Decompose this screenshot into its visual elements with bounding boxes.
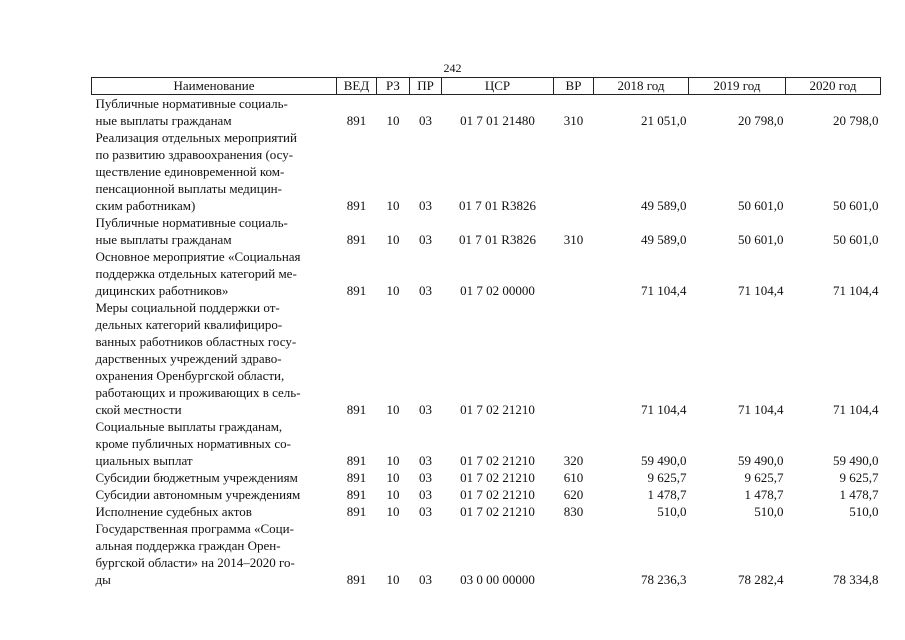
csr-cell: 01 7 02 21210 — [460, 487, 535, 502]
name-cell — [92, 248, 337, 299]
name-line: работающих и проживающих в сель- — [95, 385, 301, 400]
rz-cell: 10 — [386, 470, 400, 485]
name-line: Публичные нормативные социаль- — [95, 215, 288, 230]
name-line: по развитию здравоохранения (осу- — [95, 147, 294, 162]
vr-cell: 320 — [563, 453, 584, 468]
csr-cell: 01 7 02 21210 — [460, 470, 535, 485]
column-header-ved: ВЕД — [337, 78, 377, 95]
amount-2020-cell: 78 334,8 — [833, 572, 879, 587]
table-row — [92, 248, 881, 299]
column-header-vr: ВР — [554, 78, 594, 95]
pr-cell: 03 — [419, 198, 432, 213]
table-row — [92, 418, 881, 469]
vr-cell — [554, 248, 594, 299]
name-line: Субсидии бюджетным учреждениям — [95, 470, 298, 485]
name-line: альная поддержка граждан Орен- — [95, 538, 281, 553]
amount-2018-cell: 49 589,0 — [641, 232, 687, 247]
ved-cell: 891 — [346, 283, 367, 298]
amount-2019-cell: 50 601,0 — [738, 198, 784, 213]
budget-table — [91, 77, 881, 588]
name-cell — [92, 95, 337, 130]
name-line: дельных категорий квалифициро- — [95, 317, 283, 332]
amount-2020-cell: 1 478,7 — [839, 487, 879, 502]
vr-cell: 830 — [563, 504, 584, 519]
name-line: кроме публичных нормативных со- — [95, 436, 291, 451]
ved-cell: 891 — [346, 487, 367, 502]
vr-cell — [554, 520, 594, 588]
name-line: Исполнение судебных актов — [95, 504, 252, 519]
amount-2019-cell: 59 490,0 — [738, 453, 784, 468]
vr-cell: 310 — [563, 232, 584, 247]
amount-2019-cell: 20 798,0 — [738, 113, 784, 128]
amount-2019-cell: 71 104,4 — [738, 283, 784, 298]
ved-cell: 891 — [346, 198, 367, 213]
name-line: пенсационной выплаты медицин- — [95, 181, 282, 196]
amount-2020-cell: 50 601,0 — [833, 198, 879, 213]
rz-cell: 10 — [386, 283, 400, 298]
table-row — [92, 95, 881, 130]
name-cell — [92, 129, 337, 214]
amount-2020-cell: 9 625,7 — [839, 470, 879, 485]
rz-cell: 10 — [386, 198, 400, 213]
ved-cell: 891 — [346, 232, 367, 247]
pr-cell: 03 — [419, 232, 432, 247]
pr-cell: 03 — [419, 113, 432, 128]
pr-cell: 03 — [419, 283, 432, 298]
column-header-pr: ПР — [410, 78, 442, 95]
csr-cell: 01 7 01 R3826 — [459, 198, 536, 213]
rz-cell: 10 — [386, 113, 400, 128]
ved-cell: 891 — [346, 572, 367, 587]
pr-cell: 03 — [419, 504, 432, 519]
pr-cell: 03 — [419, 487, 432, 502]
amount-2020-cell: 59 490,0 — [833, 453, 879, 468]
amount-2020-cell: 71 104,4 — [833, 283, 879, 298]
name-line: Реализация отдельных мероприятий — [95, 130, 297, 145]
name-cell — [92, 520, 337, 588]
amount-2018-cell: 1 478,7 — [647, 487, 687, 502]
name-line: Меры социальной поддержки от- — [95, 300, 280, 315]
name-line: ные выплаты гражданам — [95, 232, 232, 247]
column-header-name: Наименование — [92, 78, 337, 95]
csr-cell: 01 7 02 21210 — [460, 504, 535, 519]
rz-cell: 10 — [386, 402, 400, 417]
name-line: ные выплаты гражданам — [95, 113, 232, 128]
vr-cell: 610 — [563, 470, 584, 485]
amount-2019-cell: 50 601,0 — [738, 232, 784, 247]
pr-cell: 03 — [419, 453, 432, 468]
name-line: ским работникам) — [95, 198, 196, 213]
amount-2018-cell: 9 625,7 — [647, 470, 687, 485]
table-row — [92, 520, 881, 588]
amount-2020-cell: 510,0 — [849, 504, 879, 519]
name-cell — [92, 469, 337, 486]
amount-2018-cell: 78 236,3 — [641, 572, 687, 587]
table-row — [92, 299, 881, 418]
name-line: ванных работников областных госу- — [95, 334, 297, 349]
name-line: охранения Оренбургской области, — [95, 368, 285, 383]
name-cell — [92, 418, 337, 469]
table-row — [92, 129, 881, 214]
name-line: Публичные нормативные социаль- — [95, 96, 288, 111]
csr-cell: 03 0 00 00000 — [460, 572, 535, 587]
name-cell — [92, 503, 337, 520]
amount-2018-cell: 510,0 — [657, 504, 687, 519]
table-row — [92, 214, 881, 248]
csr-cell: 01 7 02 00000 — [460, 283, 535, 298]
amount-2018-cell: 71 104,4 — [641, 283, 687, 298]
column-header-rz: РЗ — [377, 78, 410, 95]
vr-cell: 310 — [563, 113, 584, 128]
column-header-csr: ЦСР — [442, 78, 554, 95]
amount-2019-cell: 1 478,7 — [744, 487, 784, 502]
name-line: ды — [95, 572, 111, 587]
page-number: 242 — [443, 61, 462, 75]
vr-cell — [554, 299, 594, 418]
rz-cell: 10 — [386, 504, 400, 519]
name-line: Основное мероприятие «Социальная — [95, 249, 301, 264]
rz-cell: 10 — [386, 232, 400, 247]
csr-cell: 01 7 02 21210 — [460, 453, 535, 468]
amount-2018-cell: 21 051,0 — [641, 113, 687, 128]
ved-cell: 891 — [346, 453, 367, 468]
csr-cell: 01 7 02 21210 — [460, 402, 535, 417]
table-row — [92, 486, 881, 503]
amount-2020-cell: 71 104,4 — [833, 402, 879, 417]
name-line: циальных выплат — [95, 453, 193, 468]
amount-2019-cell: 9 625,7 — [744, 470, 784, 485]
amount-2020-cell: 20 798,0 — [833, 113, 879, 128]
table-row — [92, 469, 881, 486]
name-line: ской местности — [95, 402, 182, 417]
ved-cell: 891 — [346, 402, 367, 417]
amount-2018-cell: 49 589,0 — [641, 198, 687, 213]
amount-2018-cell: 71 104,4 — [641, 402, 687, 417]
table-row — [92, 503, 881, 520]
name-line: дицинских работников» — [95, 283, 229, 298]
column-header-2019: 2019 год — [689, 78, 786, 95]
name-cell — [92, 299, 337, 418]
pr-cell: 03 — [419, 470, 432, 485]
name-line: Социальные выплаты гражданам, — [95, 419, 283, 434]
name-line: поддержка отдельных категорий ме- — [95, 266, 297, 281]
table-body — [92, 95, 881, 589]
rz-cell: 10 — [386, 453, 400, 468]
pr-cell: 03 — [419, 402, 432, 417]
name-line: бургской области» на 2014–2020 го- — [95, 555, 295, 570]
name-line: Государственная программа «Соци- — [95, 521, 294, 536]
vr-cell: 620 — [563, 487, 584, 502]
amount-2018-cell: 59 490,0 — [641, 453, 687, 468]
amount-2019-cell: 510,0 — [754, 504, 784, 519]
name-line: дарственных учреждений здраво- — [95, 351, 282, 366]
column-header-2020: 2020 год — [786, 78, 881, 95]
csr-cell: 01 7 01 21480 — [460, 113, 535, 128]
ved-cell: 891 — [346, 113, 367, 128]
amount-2020-cell: 50 601,0 — [833, 232, 879, 247]
pr-cell: 03 — [419, 572, 432, 587]
name-cell — [92, 214, 337, 248]
rz-cell: 10 — [386, 487, 400, 502]
csr-cell: 01 7 01 R3826 — [459, 232, 536, 247]
vr-cell — [554, 129, 594, 214]
amount-2019-cell: 78 282,4 — [738, 572, 784, 587]
name-line: ществление единовременной ком- — [95, 164, 285, 179]
name-cell — [92, 486, 337, 503]
column-header-2018: 2018 год — [594, 78, 689, 95]
rz-cell: 10 — [386, 572, 400, 587]
table-header-row — [92, 78, 881, 95]
amount-2019-cell: 71 104,4 — [738, 402, 784, 417]
ved-cell: 891 — [346, 470, 367, 485]
name-line: Субсидии автономным учреждениям — [95, 487, 301, 502]
ved-cell: 891 — [346, 504, 367, 519]
